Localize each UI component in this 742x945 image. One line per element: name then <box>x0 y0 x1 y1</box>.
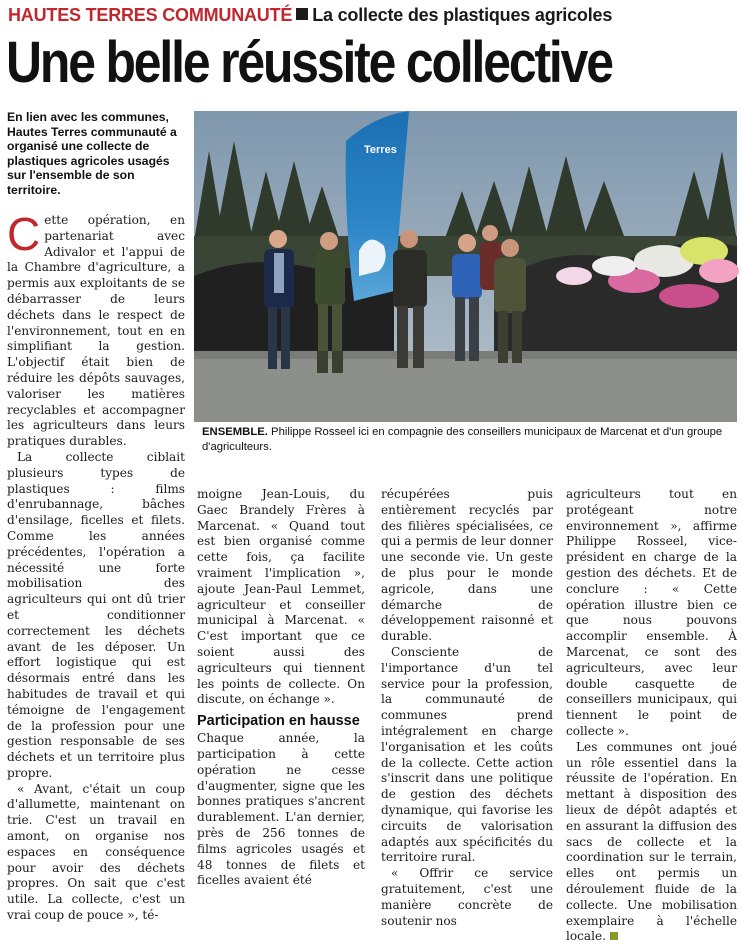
photo-caption <box>194 425 737 454</box>
section-subhead: Participation en hausse <box>197 713 360 730</box>
article-lead: En lien avec les communes, Hautes Terres communauté a organisé une collecte de plastiques agricoles usagés sur l'ensemble de son territoire. <box>7 110 177 197</box>
end-mark-square <box>610 932 618 940</box>
article-column-4 <box>566 487 737 945</box>
paragraph: Consciente de l'importance d'un tel service pour la profession, la communauté de communes prend intégralement en charge l'organisation et les coûts de la collecte. Cette action s'inscrit dans une politique de gestion des déchets dynamique, qui favorise les circuits de valorisation adaptés aux spécificités du territoire rural. <box>381 644 553 865</box>
paragraph: La collecte ciblait plusieurs types de plastiques : films d'enrubannage, bâches d'ensilage, ficelles et filets. Comme les années précédentes, l'opération a nécessité une forte mobilisation des agriculteurs qui ont dû trier et conditionner correctement les déchets avant de les déposer. Un effort logistique qui est désormais entré dans les habitudes de travail et qui témoigne de l'engagement de la profession pour une gestion responsable de ses déchets et un territoire plus propre. <box>7 449 185 780</box>
paragraph-text: Les communes ont joué un rôle essentiel dans la réussite de l'opération. En mettant à disposition des lieux de dépôt adaptés et en assurant la diffusion des sacs de collecte et la coordination sur le terrain, elles ont permis un déroulement fluide de la collecte. Une mobilisation exemplaire à l'échelle locale. <box>566 739 737 944</box>
kicker-separator-square <box>296 8 308 20</box>
article-headline: Une belle réussite collective <box>6 30 612 95</box>
article-column-3 <box>381 487 553 929</box>
photo-illustration <box>194 111 737 422</box>
article-kicker <box>8 5 612 26</box>
paragraph: « Offrir ce service gratuitement, c'est une manière concrète de soutenir nos <box>381 866 553 928</box>
paragraph: « Avant, c'était un coup d'allumette, maintenant on trie. C'est un travail en amont, on organise nos espaces en conséquence pour avoir des déchets propres. On sait que c'est utile. La collecte, c'est un vrai coup de pouce », té- <box>7 781 185 923</box>
kicker-brand: HAUTES TERRES COMMUNAUTÉ <box>8 5 293 25</box>
paragraph <box>7 208 185 450</box>
article-column-2 <box>197 487 365 889</box>
paragraph <box>566 740 737 945</box>
article-column-1 <box>7 208 185 924</box>
flag-logo-text: Terres <box>364 144 397 156</box>
drop-cap: C <box>7 208 41 260</box>
kicker-subject: La collecte des plastiques agricoles <box>312 5 613 25</box>
caption-text: Philippe Rosseel ici en compagnie des conseillers municipaux de Marcenat et d'un groupe d'agriculteurs. <box>202 426 723 453</box>
paragraph-text: ette opération, en partenariat avec Adivalor et l'appui de la Chambre d'agriculture, a permis aux exploitants de se débarrasser de leurs déchets dans le respect de l'environnement, tout en en simplifiant la gestion. L'objectif était bien de réduire les dépôts sauvages, valoriser les matières recyclables et accompagner les agriculteurs dans leurs pratiques durables. <box>7 213 185 449</box>
paragraph: moigne Jean-Louis, du Gaec Brandely Frères à Marcenat. « Quand tout est bien organisé comme cette fois, ça facilite vraiment l'implication », ajoute Jean-Paul Lemmet, agriculteur et conseiller municipal à Marcenat. « C'est important que ce soient aussi des agriculteurs qui tiennent les points de collecte. On discute, on échange ». <box>197 487 365 707</box>
caption-label: ENSEMBLE. <box>202 426 268 438</box>
article-photo <box>194 111 737 422</box>
paragraph: Chaque année, la participation à cette opération ne cesse d'augmenter, signe que les bonnes pratiques s'ancrent durablement. L'an dernier, près de 256 tonnes de films agricoles usagés et 48 tonnes de filets et ficelles avaient été <box>197 731 365 888</box>
paragraph: récupérées puis entièrement recyclés par des filières spécialisées, ce qui a permis de leur donner une seconde vie. Un geste de plus pour le monde agricole, dans une démarche de développement raisonné et durable. <box>381 487 553 644</box>
paragraph: agriculteurs tout en protégeant notre environnement », affirme Philippe Rosseel, vice-président en charge de la gestion des déchets. Et de conclure : « Cette opération illustre bien ce que nous pouvons accomplir ensemble. À Marcenat, ce sont des agriculteurs, avec leur double casquette de conseillers municipaux, qui tiennent le point de collecte ». <box>566 487 737 738</box>
